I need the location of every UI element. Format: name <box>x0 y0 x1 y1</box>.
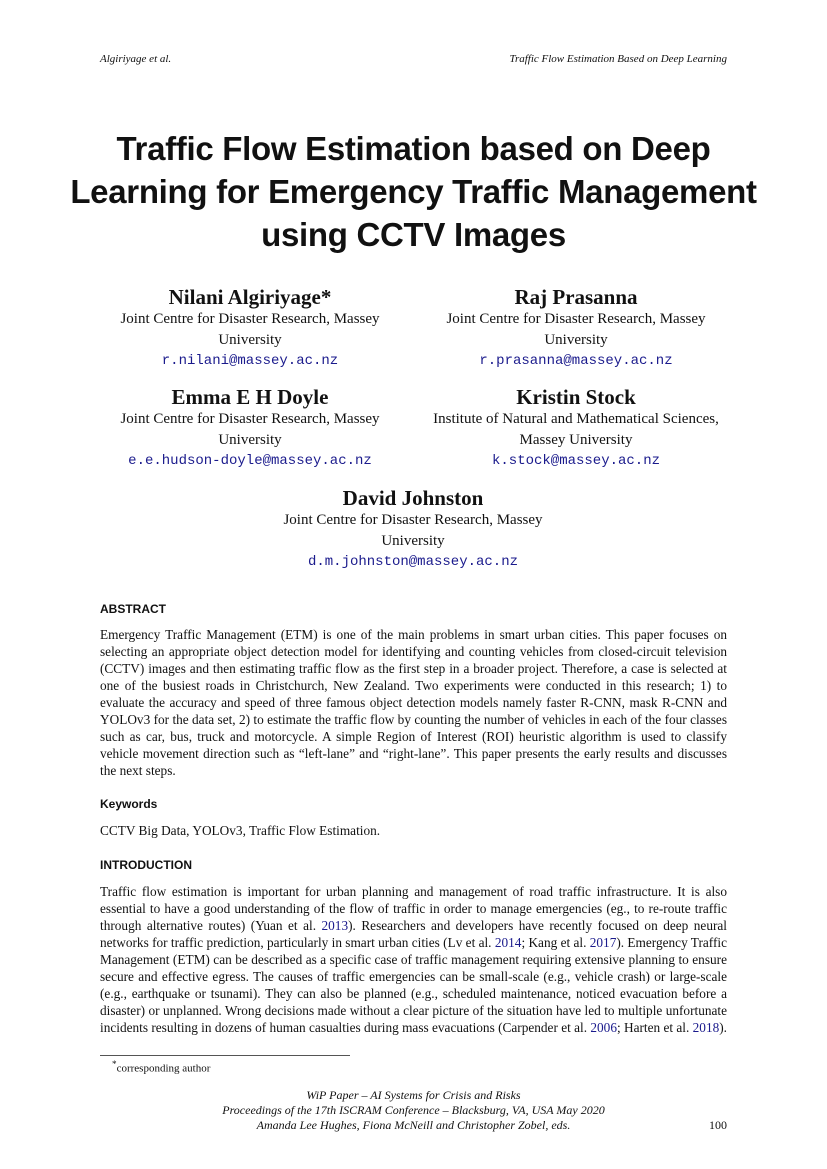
author-affiliation: Joint Centre for Disaster Research, Massey University <box>120 311 380 348</box>
paper-title: Traffic Flow Estimation based on Deep Learning for Emergency Traffic Management using CCTV Images <box>70 130 757 253</box>
footer-line-1: WiP Paper – AI Systems for Crisis and Risks <box>306 1088 521 1102</box>
footnote-text: corresponding author <box>116 1062 211 1075</box>
footnote <box>112 1059 210 1075</box>
text-segment: ; Harten et al. <box>616 1020 693 1035</box>
footer-line-2: Proceedings of the 17th ISCRAM Conference – Blacksburg, VA, USA May 2020 <box>222 1103 605 1117</box>
author-name: David Johnston <box>342 486 484 510</box>
citation-link[interactable]: 2014 <box>494 935 522 950</box>
keywords-heading: Keywords <box>100 797 158 811</box>
citation-link[interactable]: 2018 <box>692 1020 720 1035</box>
author-block <box>90 285 410 372</box>
author-affiliation: Institute of Natural and Mathematical Sciences, Massey University <box>433 411 719 448</box>
footer-line-3: Amanda Lee Hughes, Fiona McNeill and Christopher Zobel, eds. <box>256 1118 571 1132</box>
text-segment: ; Kang et al. <box>521 935 590 950</box>
footnote-mark: * <box>112 1059 117 1069</box>
author-name: Emma E H Doyle <box>171 385 329 409</box>
author-name: Kristin Stock <box>516 385 636 409</box>
author-block <box>416 285 736 372</box>
page-number: 100 <box>709 1118 727 1132</box>
abstract-text: Emergency Traffic Management (ETM) is one of the main problems in smart urban cities. This paper focuses on selecting an appropriate object detection model for identifying and counting vehicles from closed-circuit television (CCTV) images and then estimating traffic flow as the first step in a broader project. Therefore, a case is selected at one of the busiest roads in Christchurch, New Zealand. Two experiments were conducted in this research; 1) to evaluate the accuracy and speed of three famous object detection models namely faster R-CNN, mask R-CNN and YOLOv3 for the data set, 2) to estimate the traffic flow by counting the number of vehicles in each of the four classes such as car, bus, truck and motorcycle. A simple Region of Interest (ROI) heuristic algorithm is used to classify vehicle movement direction such as “left-lane” and “right-lane”. This paper presents the early results and discusses the next steps. <box>100 627 727 778</box>
author-affiliation: Joint Centre for Disaster Research, Massey University <box>283 512 543 549</box>
citation-link[interactable]: 2013 <box>321 918 349 933</box>
introduction-heading: INTRODUCTION <box>100 858 192 872</box>
text-segment: ). Researchers and developers have recently focused on deep neural networks for traffic prediction, particularly in smart urban cities (Lv et al. <box>100 918 727 950</box>
text-segment: ). <box>719 1020 728 1035</box>
introduction-text <box>100 883 727 1036</box>
author-block <box>90 385 410 472</box>
footnote-rule <box>100 1055 350 1056</box>
author-affiliation: Joint Centre for Disaster Research, Massey University <box>446 311 706 348</box>
citation-link[interactable]: 2017 <box>589 935 617 950</box>
author-email[interactable]: r.prasanna@massey.ac.nz <box>479 353 673 369</box>
running-header-right: Traffic Flow Estimation Based on Deep Learning <box>509 53 727 65</box>
text-segment: Traffic flow estimation is important for urban planning and management of road traffic infrastructure. It is also essential to have a good understanding of the flow of traffic in order to manage emergencies (eg., to re-route traffic through alternative routes) (Yuan et al. <box>100 884 727 933</box>
author-email[interactable]: k.stock@massey.ac.nz <box>491 453 661 469</box>
author-affiliation: Joint Centre for Disaster Research, Massey University <box>120 411 380 448</box>
abstract-heading: ABSTRACT <box>100 602 166 616</box>
author-block <box>253 486 573 573</box>
author-email[interactable]: r.nilani@massey.ac.nz <box>161 353 339 369</box>
author-name: Nilani Algiriyage* <box>168 285 332 309</box>
author-name: Raj Prasanna <box>514 285 638 309</box>
author-email[interactable]: d.m.johnston@massey.ac.nz <box>307 554 519 570</box>
running-header-left: Algiriyage et al. <box>100 53 172 65</box>
author-email[interactable]: e.e.hudson-doyle@massey.ac.nz <box>128 453 372 469</box>
citation-link[interactable]: 2006 <box>590 1020 617 1035</box>
author-block <box>416 385 736 472</box>
text-segment: ). Emergency Traffic Management (ETM) can be described as a specific case of traffic management requiring extensive planning to ensure secure and effective egress. The causes of traffic emergencies can be small-scale (e.g., vehicle crash) or large-scale (e.g., earthquake or tsunami). They can also be planned (e.g., scheduled maintenance, noticed evacuation before a disaster) or unplanned. Wrong decisions made without a clear picture of the situation have led to multiple unfortunate incidents resulting in dozens of human casualties during mass evacuations (Carpender et al. <box>100 935 728 1035</box>
keywords-text: CCTV Big Data, YOLOv3, Traffic Flow Estimation. <box>100 823 381 838</box>
